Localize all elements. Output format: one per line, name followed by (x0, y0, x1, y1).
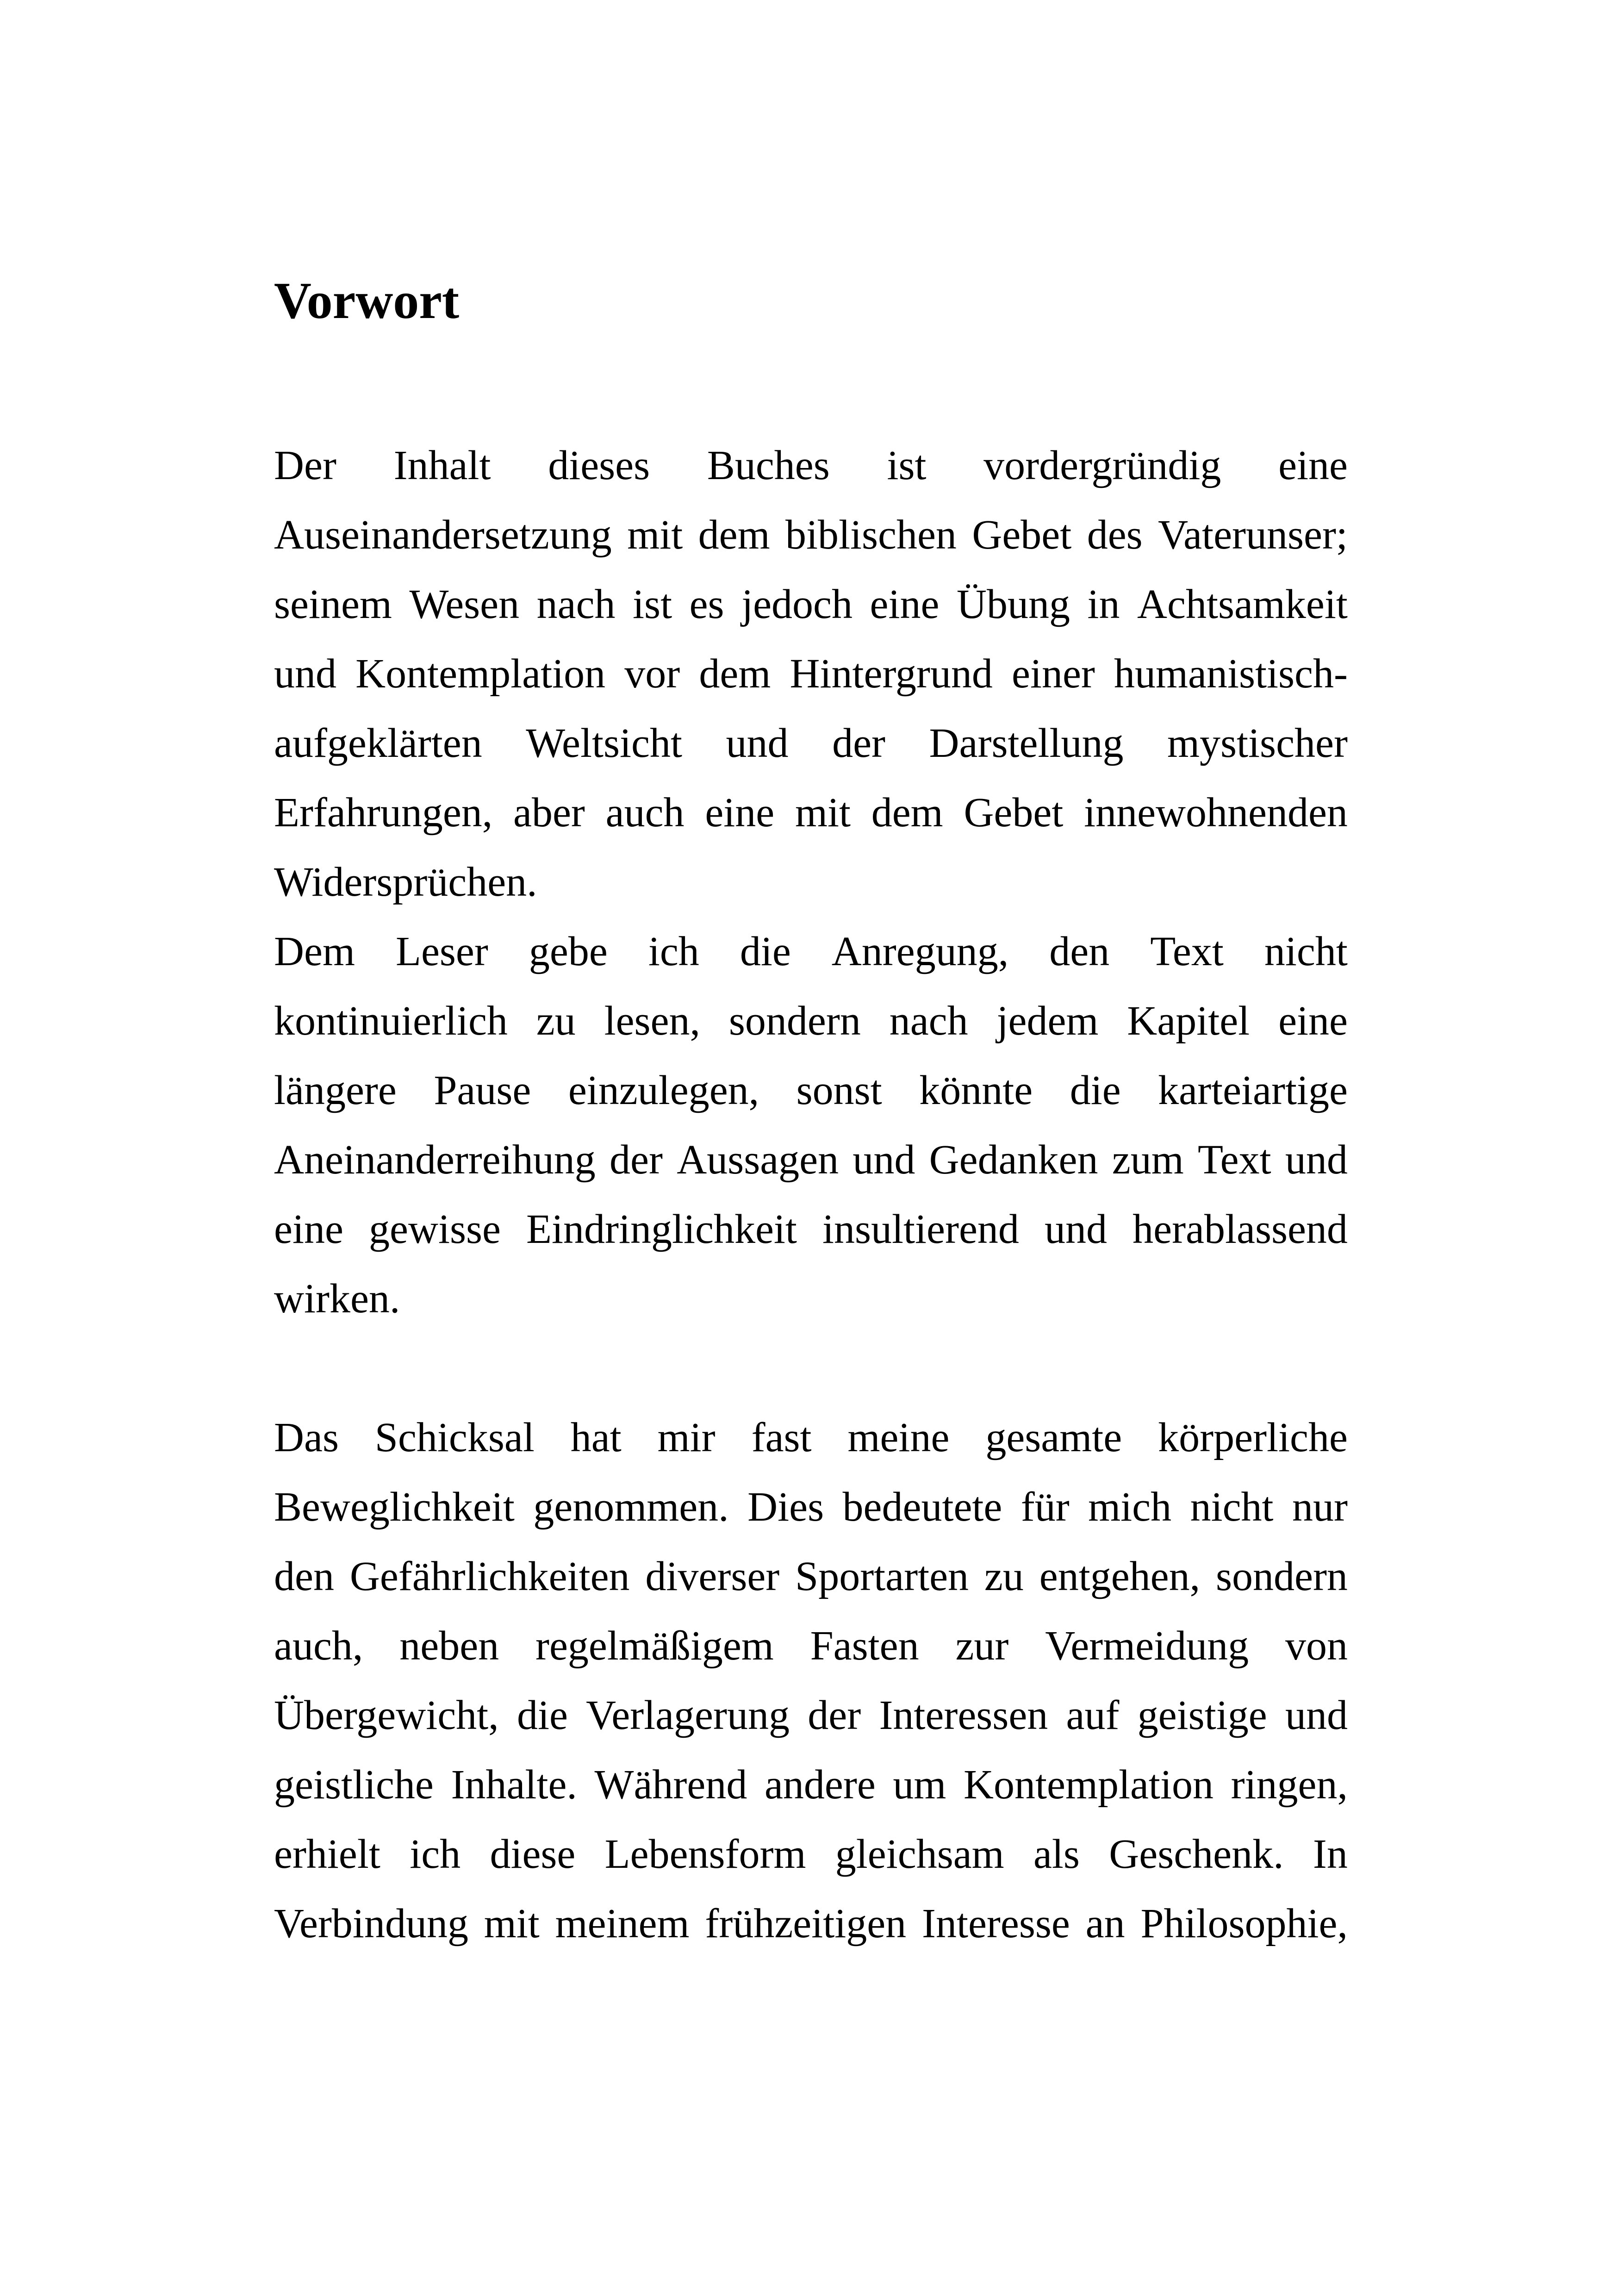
word: von (1285, 1623, 1348, 1669)
word: Vaterunser; (1158, 512, 1348, 558)
word: Fasten (810, 1623, 919, 1669)
word: eine (1278, 443, 1348, 488)
word: fast (751, 1415, 812, 1460)
word: Interesse (922, 1901, 1070, 1947)
word: Gebet (972, 512, 1072, 558)
word: Darstellung (929, 720, 1124, 766)
word: entgehen, (1039, 1554, 1201, 1599)
word: und (853, 1137, 915, 1183)
word: und (1285, 1692, 1348, 1738)
word: Geschenk. (1109, 1831, 1284, 1877)
word: Der (274, 443, 336, 488)
word: dem (699, 651, 771, 697)
word: wirken. (274, 1276, 400, 1322)
word: mit (627, 512, 683, 558)
word: eine (870, 581, 940, 627)
word: Wesen (409, 581, 520, 627)
word: mit (484, 1901, 540, 1947)
word: neben (399, 1623, 499, 1669)
word: Lebensform (604, 1831, 806, 1877)
word: Vermeidung (1045, 1623, 1249, 1669)
word: der (808, 1692, 861, 1738)
word: geistliche (274, 1762, 434, 1808)
word: vordergründig (983, 443, 1221, 488)
word: Schicksal (374, 1415, 535, 1460)
word: meine (847, 1415, 950, 1460)
word: gewisse (369, 1206, 501, 1252)
word: der (832, 720, 885, 766)
word: nur (1292, 1484, 1348, 1530)
word: dem (698, 512, 770, 558)
word: Inhalte. (451, 1762, 577, 1808)
word: Inhalt (393, 443, 491, 488)
word: ringen, (1231, 1762, 1348, 1808)
word: einer (1012, 651, 1095, 697)
word: an (1085, 1901, 1125, 1947)
word: Achtsamkeit (1137, 581, 1348, 627)
word: diese (490, 1831, 576, 1877)
text-line (274, 1481, 1348, 1533)
word: Erfahrungen, (274, 790, 493, 836)
word: innewohnenden (1084, 790, 1348, 836)
word: Buches (707, 443, 830, 488)
word: erhielt (274, 1831, 380, 1877)
word: auf (1066, 1692, 1120, 1738)
word: und (274, 651, 336, 697)
word: und (1285, 1137, 1348, 1183)
word: zu (536, 998, 576, 1044)
word: Übung (956, 581, 1070, 627)
word: ich (648, 929, 699, 974)
word: Widersprüchen. (274, 859, 537, 905)
word: karteiartige (1158, 1067, 1348, 1113)
word: nicht (1264, 929, 1348, 974)
word: Gedanken (929, 1137, 1098, 1183)
word: ist (887, 443, 927, 488)
word: hat (570, 1415, 622, 1460)
word: In (1313, 1831, 1348, 1877)
word: dieses (548, 443, 650, 488)
word: frühzeitigen (705, 1901, 907, 1947)
word: Dem (274, 929, 355, 974)
text-line (274, 787, 1348, 839)
text-line (274, 995, 1348, 1047)
word: die (740, 929, 791, 974)
word: Pause (434, 1067, 531, 1113)
word: genommen. (533, 1484, 729, 1530)
word: geistige (1137, 1692, 1267, 1738)
word: Verlagerung (586, 1692, 790, 1738)
word: seinem (274, 581, 392, 627)
text-line (274, 1759, 1348, 1811)
word: körperliche (1158, 1415, 1348, 1460)
word: des (1087, 512, 1143, 558)
word: herablassend (1133, 1206, 1348, 1252)
word: aufgeklärten (274, 720, 482, 766)
word: jedoch (741, 581, 853, 627)
text-line (274, 1273, 1348, 1325)
word: meinem (555, 1901, 690, 1947)
text-line (274, 579, 1348, 630)
word: Weltsicht (526, 720, 682, 766)
word: Beweglichkeit (274, 1484, 515, 1530)
word: um (893, 1762, 946, 1808)
word: Verbindung (274, 1901, 468, 1947)
text-line (274, 1551, 1348, 1603)
text-line (274, 1065, 1348, 1117)
word: Text (1197, 1137, 1271, 1183)
word: Kapitel (1127, 998, 1250, 1044)
word: die (517, 1692, 568, 1738)
word: Gebet (964, 790, 1064, 836)
word: mich (1088, 1484, 1172, 1530)
word: Auseinandersetzung (274, 512, 612, 558)
text-line (274, 1828, 1348, 1880)
word: eine (1278, 998, 1348, 1044)
word: diverser (645, 1554, 780, 1599)
word: sondern (1215, 1554, 1348, 1599)
word: mir (657, 1415, 716, 1460)
word: der (610, 1137, 663, 1183)
word: zur (955, 1623, 1009, 1669)
word: mystischer (1167, 720, 1348, 766)
text-line (274, 718, 1348, 769)
word: vor (624, 651, 680, 697)
word: Kontemplation (355, 651, 606, 697)
word: Anregung, (831, 929, 1009, 974)
word: lesen, (604, 998, 701, 1044)
word: zum (1112, 1137, 1184, 1183)
text-line (274, 1204, 1348, 1255)
word: mit (795, 790, 851, 836)
word: Kontemplation (964, 1762, 1214, 1808)
word: in (1087, 581, 1120, 627)
word: dem (871, 790, 943, 836)
word: Übergewicht, (274, 1692, 499, 1738)
text-line (274, 1412, 1348, 1464)
word: für (1021, 1484, 1070, 1530)
word: auch (605, 790, 685, 836)
word: humanistisch- (1114, 651, 1348, 697)
word: einzulegen, (568, 1067, 759, 1113)
word: und (726, 720, 789, 766)
word: Eindringlichkeit (526, 1206, 797, 1252)
word: es (689, 581, 724, 627)
word: Dies (747, 1484, 824, 1530)
word: ich (410, 1831, 461, 1877)
text-line (274, 856, 1348, 908)
text-line (274, 926, 1348, 978)
word: insultierend (822, 1206, 1019, 1252)
word: aber (513, 790, 585, 836)
word: sondern (728, 998, 861, 1044)
word: Interessen (879, 1692, 1048, 1738)
word: nicht (1190, 1484, 1274, 1530)
text-line (274, 1134, 1348, 1186)
word: jedem (996, 998, 1099, 1044)
word: könnte (919, 1067, 1033, 1113)
word: sonst (796, 1067, 882, 1113)
text-line (274, 440, 1348, 492)
word: bedeutete (842, 1484, 1002, 1530)
word: längere (274, 1067, 397, 1113)
word: den (274, 1554, 334, 1599)
word: nach (889, 998, 968, 1044)
word: auch, (274, 1623, 363, 1669)
word: nach (536, 581, 616, 627)
word: Hintergrund (790, 651, 993, 697)
text-line (274, 1620, 1348, 1672)
word: den (1049, 929, 1110, 974)
page-title: Vorwort (274, 272, 460, 330)
word: ist (633, 581, 672, 627)
word: zu (984, 1554, 1024, 1599)
word: eine (274, 1206, 343, 1252)
text-line (274, 509, 1348, 561)
text-line (274, 1690, 1348, 1741)
word: und (1045, 1206, 1108, 1252)
text-line (274, 1898, 1348, 1950)
word: Text (1150, 929, 1224, 974)
word: regelmäßigem (535, 1623, 774, 1669)
word: Das (274, 1415, 339, 1460)
word: Gefährlichkeiten (349, 1554, 630, 1599)
word: gebe (529, 929, 608, 974)
word: Aussagen (677, 1137, 839, 1183)
word: biblischen (785, 512, 957, 558)
word: eine (705, 790, 775, 836)
word: gesamte (985, 1415, 1122, 1460)
text-line (274, 648, 1348, 700)
word: als (1033, 1831, 1080, 1877)
word: Während (594, 1762, 747, 1808)
word: Sportarten (795, 1554, 969, 1599)
word: kontinuierlich (274, 998, 508, 1044)
word: andere (764, 1762, 876, 1808)
word: die (1070, 1067, 1121, 1113)
word: gleichsam (835, 1831, 1004, 1877)
word: Philosophie, (1140, 1901, 1348, 1947)
word: Leser (395, 929, 488, 974)
word: Aneinanderreihung (274, 1137, 596, 1183)
